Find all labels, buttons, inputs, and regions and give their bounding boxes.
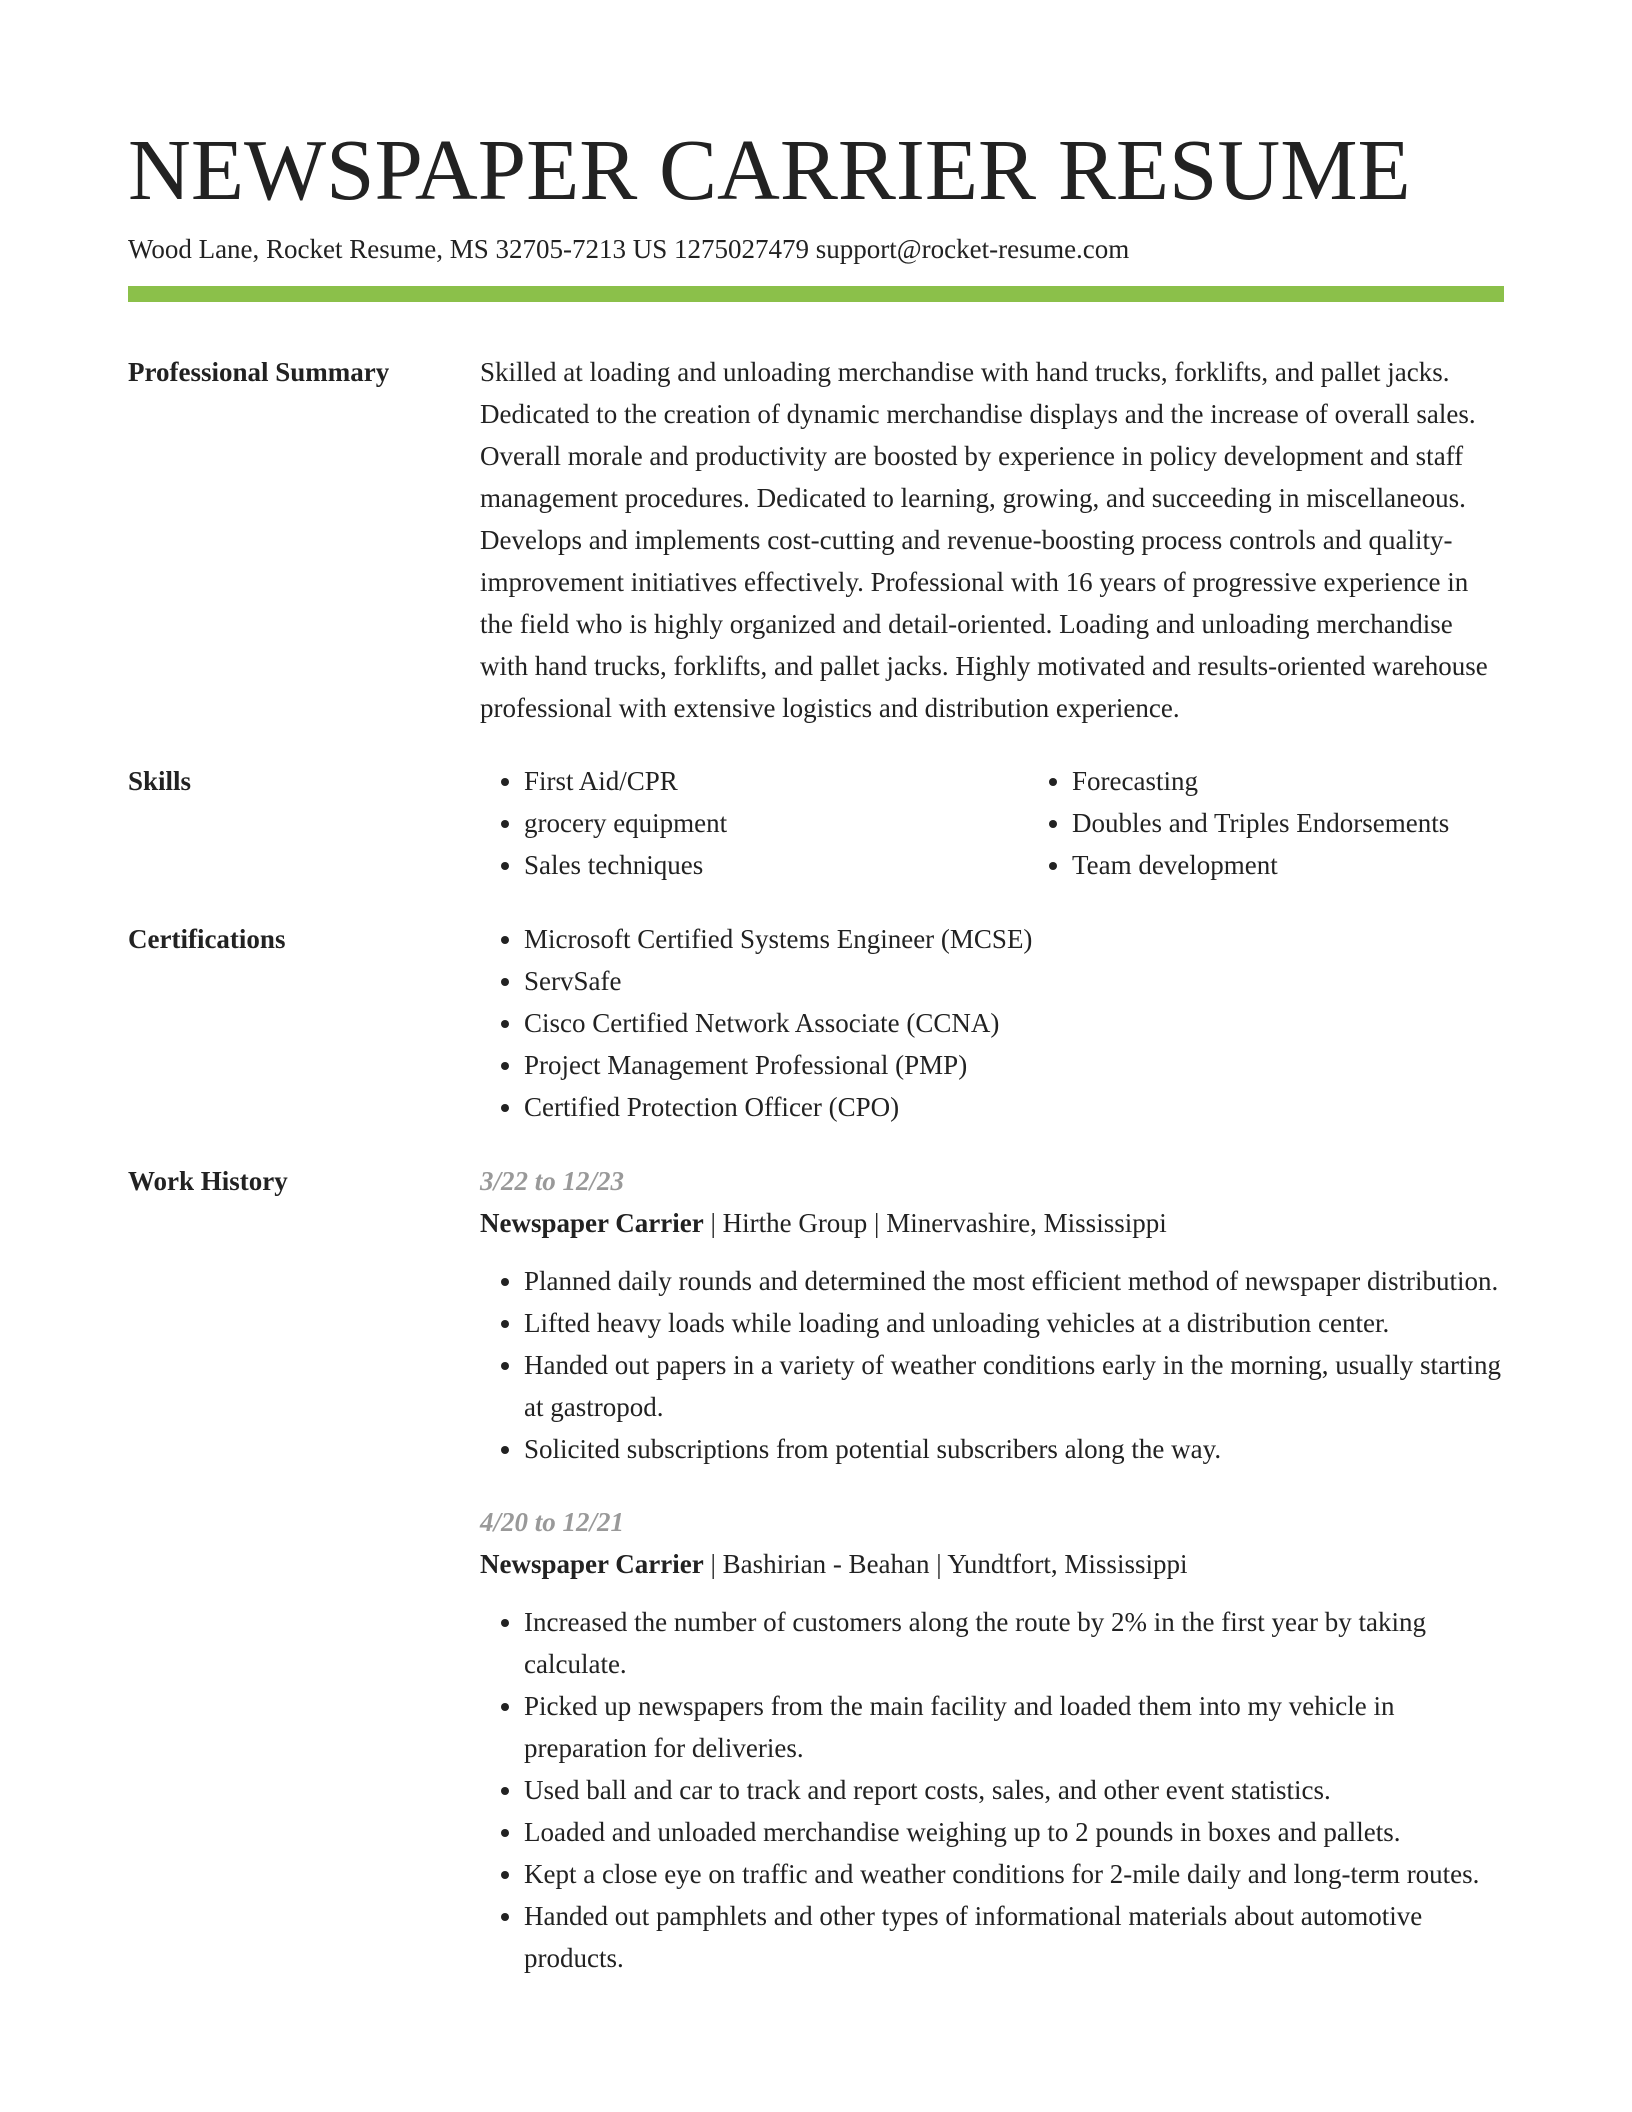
certification-item: • ServSafe (524, 960, 1504, 1002)
job-entry (480, 1501, 1504, 1979)
certifications-label: Certifications (128, 924, 286, 954)
skills-list-left (480, 760, 1028, 886)
skill-item: • Doubles and Triples Endorsements (1072, 802, 1576, 844)
certifications-body (480, 918, 1504, 1128)
contact-line: Wood Lane, Rocket Resume, MS 32705-7213 US 1275027479 support@rocket-resume.com (128, 234, 1130, 264)
certifications-list (480, 918, 1504, 1128)
job-heading (480, 1543, 1504, 1585)
skills-section (128, 760, 1504, 886)
skills-list-right (1028, 760, 1576, 886)
job-employer-location: | Hirthe Group | Minervashire, Mississippi (703, 1208, 1167, 1238)
certification-item: • Project Management Professional (PMP) (524, 1044, 1504, 1086)
job-entry (480, 1160, 1504, 1470)
skills-label: Skills (128, 766, 192, 796)
skill-item: • Sales techniques (524, 844, 1028, 886)
resume-title: NEWSPAPER CARRIER RESUME (128, 121, 1411, 218)
job-title: Newspaper Carrier (480, 1208, 704, 1238)
job-bullet: • Picked up newspapers from the main facility and loaded them into my vehicle in preparation for deliveries. (524, 1685, 1504, 1769)
work-history-label: Work History (128, 1166, 288, 1196)
certification-item: • Microsoft Certified Systems Engineer (MCSE) (524, 918, 1504, 960)
certifications-section (128, 918, 1504, 1128)
work-history-section (128, 1160, 1504, 1979)
job-bullet: • Handed out pamphlets and other types of informational materials about automotive products. (524, 1895, 1504, 1979)
summary-section (128, 351, 1504, 729)
job-bullet: • Kept a close eye on traffic and weather conditions for 2-mile daily and long-term routes. (524, 1853, 1504, 1895)
skill-item: • grocery equipment (524, 802, 1028, 844)
resume-page (128, 0, 1504, 1979)
job-title: Newspaper Carrier (480, 1549, 704, 1579)
job-dates: 4/20 to 12/21 (480, 1507, 625, 1537)
job-bullet: • Planned daily rounds and determined the most efficient method of newspaper distribution. (524, 1260, 1504, 1302)
summary-text: Skilled at loading and unloading merchandise with hand trucks, forklifts, and pallet jacks. Dedicated to the creation of dynamic merchandise displays and the increase of overall sales. Overall morale and productivity are boosted by experience in policy development and staff management procedures. Dedicated to learning, growing, and succeeding in miscellaneous. Develops and implements cost-cutting and revenue-boosting process controls and quality-improvement initiatives effectively. Professional with 16 years of progressive experience in the field who is highly organized and detail-oriented. Loading and unloading merchandise with hand trucks, forklifts, and pallet jacks. Highly motivated and results-oriented warehouse professional with extensive logistics and distribution experience. (480, 357, 1488, 723)
job-bullet: • Used ball and car to track and report costs, sales, and other event statistics. (524, 1769, 1504, 1811)
skill-item: • First Aid/CPR (524, 760, 1028, 802)
job-dates: 3/22 to 12/23 (480, 1166, 625, 1196)
skill-item: • Team development (1072, 844, 1576, 886)
job-bullet: • Lifted heavy loads while loading and unloading vehicles at a distribution center. (524, 1302, 1504, 1344)
skill-item: • Forecasting (1072, 760, 1576, 802)
accent-divider (128, 286, 1504, 302)
skills-grid (480, 760, 1576, 886)
certification-item: • Cisco Certified Network Associate (CCNA) (524, 1002, 1504, 1044)
job-heading (480, 1202, 1504, 1244)
job-bullets (480, 1260, 1504, 1470)
skills-body (480, 760, 1576, 886)
job-bullet: • Solicited subscriptions from potential subscribers along the way. (524, 1428, 1504, 1470)
summary-label: Professional Summary (128, 357, 390, 387)
job-bullet: • Handed out papers in a variety of weather conditions early in the morning, usually starting at gastropod. (524, 1344, 1504, 1428)
work-history-body (480, 1160, 1504, 1979)
job-employer-location: | Bashirian - Beahan | Yundtfort, Mississippi (703, 1549, 1188, 1579)
job-bullet: • Increased the number of customers along the route by 2% in the first year by taking calculate. (524, 1601, 1504, 1685)
certification-item: • Certified Protection Officer (CPO) (524, 1086, 1504, 1128)
job-bullet: • Loaded and unloaded merchandise weighing up to 2 pounds in boxes and pallets. (524, 1811, 1504, 1853)
job-bullets (480, 1601, 1504, 1979)
summary-body (480, 351, 1504, 729)
